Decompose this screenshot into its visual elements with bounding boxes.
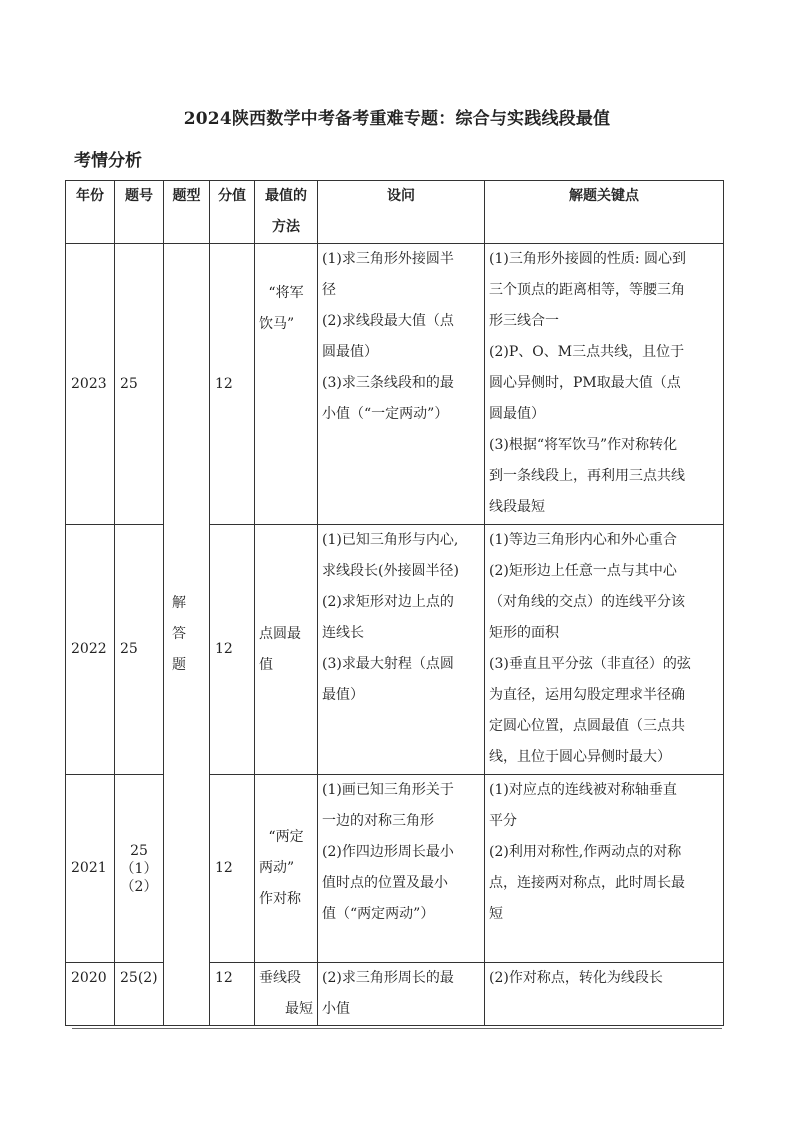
header-method: 最值的 方法 (255, 181, 318, 244)
footer-divider (72, 1028, 722, 1029)
qnum-cell: 25 （1） （2） (115, 775, 164, 963)
header-score: 分值 (210, 181, 255, 244)
key-cell: (1)三角形外接圆的性质: 圆心到 三个顶点的距离相等，等腰三角 形三线合一 (2)P、O、M三点共线，且位于 圆心异侧时，PM取最大值（点 圆最值） (3)根据“将军饮马”作对称转化 到一条线段上，再利用三点共线 线段最短 (485, 244, 724, 525)
question-cell: (1)求三角形外接圆半 径 (2)求线段最大值（点 圆最值） (3)求三条线段和的最 小值（“一定两动”） (318, 244, 485, 525)
header-qnum: 题号 (115, 181, 164, 244)
question-cell: (2)求三角形周长的最 小值 (318, 963, 485, 1026)
qnum-cell: 25(2) (115, 963, 164, 1026)
method-cell: 垂线段 最短 (255, 963, 318, 1026)
qnum-cell: 25 (115, 525, 164, 775)
key-cell: (2)作对称点，转化为线段长 (485, 963, 724, 1026)
key-cell: (1)等边三角形内心和外心重合 (2)矩形边上任意一点与其中心 （对角线的交点）的连线平分该 矩形的面积 (3)垂直且平分弦（非直径）的弦 为直径，运用勾股定理求半径确 定圆心位置，点圆最值（三点共 线，且位于圆心异侧时最大） (485, 525, 724, 775)
question-cell: (1)画已知三角形关于 一边的对称三角形 (2)作四边形周长最小 值时点的位置及最小 值（“两定两动”） (318, 775, 485, 963)
score-cell: 12 (210, 244, 255, 525)
section-heading: 考情分析 (74, 151, 142, 171)
method-cell: “将军 饮马” (255, 244, 318, 525)
year-cell: 2022 (66, 525, 115, 775)
method-cell: 点圆最 值 (255, 525, 318, 775)
score-cell: 12 (210, 525, 255, 775)
qtype-cell: 解 答 题 (164, 244, 210, 1026)
exam-analysis-table (65, 180, 724, 1026)
header-year: 年份 (66, 181, 115, 244)
year-cell: 2021 (66, 775, 115, 963)
header-key: 解题关键点 (485, 181, 724, 244)
score-cell: 12 (210, 963, 255, 1026)
question-cell: (1)已知三角形与内心, 求线段长(外接圆半径) (2)求矩形对边上点的 连线长 (3)求最大射程（点圆 最值） (318, 525, 485, 775)
document-title: 2024陕西数学中考备考重难专题：综合与实践线段最值 (183, 109, 611, 129)
year-cell: 2023 (66, 244, 115, 525)
header-question: 设问 (318, 181, 485, 244)
year-cell: 2020 (66, 963, 115, 1026)
method-cell: “两定 两动” 作对称 (255, 775, 318, 963)
header-qtype: 题型 (164, 181, 210, 244)
qnum-cell: 25 (115, 244, 164, 525)
score-cell: 12 (210, 775, 255, 963)
table-row (66, 244, 724, 525)
table-header-row (66, 181, 724, 244)
key-cell: (1)对应点的连线被对称轴垂直 平分 (2)利用对称性,作两动点的对称 点，连接两对称点，此时周长最 短 (485, 775, 724, 963)
